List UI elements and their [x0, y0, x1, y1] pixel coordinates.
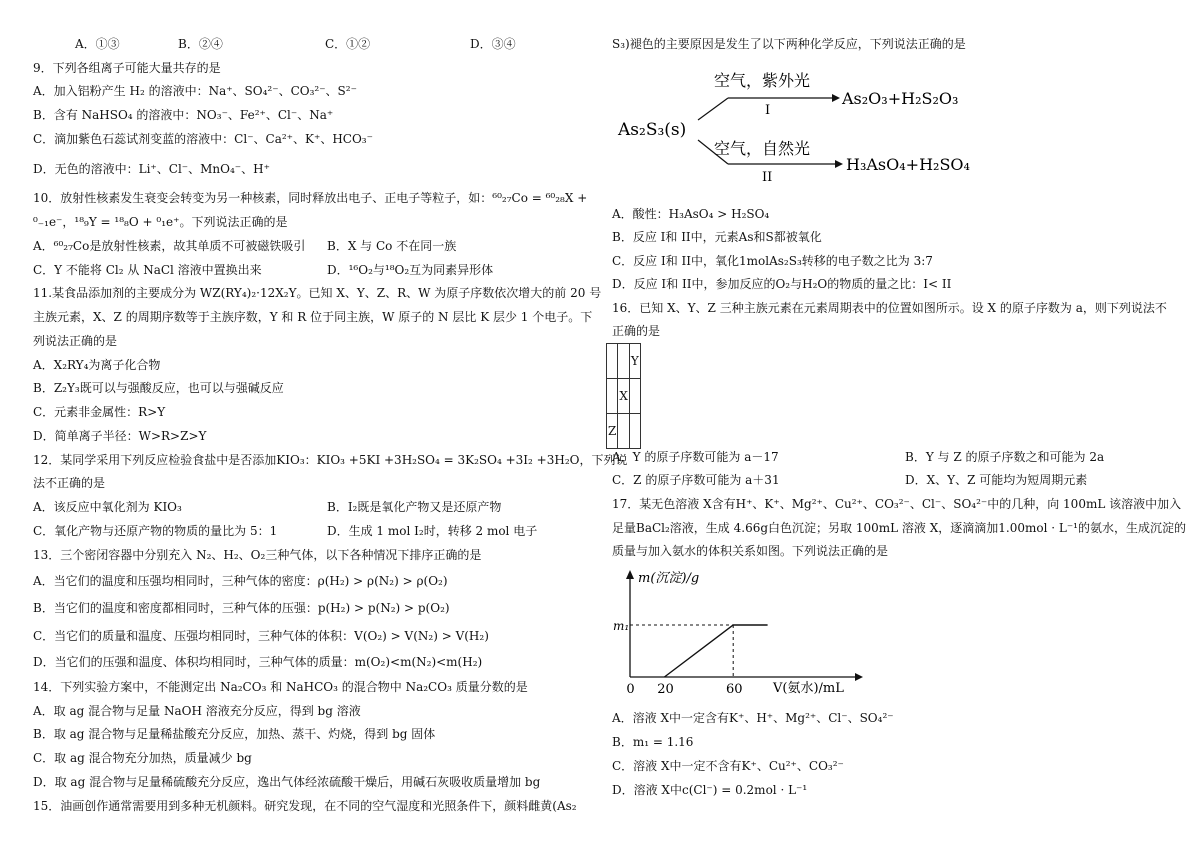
q15-option-d: D．反应 I和 II中，参加反应的O₂与H₂O的物质的量之比：I< II [612, 277, 952, 291]
q10-stem-2: ⁰₋₁e⁻，¹⁸₉Y = ¹⁸₈O + ⁰₁e⁺。下列说法正确的是 [33, 215, 288, 229]
grid-cell [607, 344, 618, 379]
q8-option-d: D．③④ [470, 37, 516, 51]
q10-option-c: C．Y 不能将 Cl₂ 从 NaCl 溶液中置换出来 [33, 263, 262, 277]
q11-stem-3: 列说法正确的是 [33, 334, 118, 348]
grid-cell [607, 379, 618, 414]
q14-option-d: D．取 ag 混合物与足量稀硫酸充分反应，逸出气体经浓硫酸干燥后，用碱石灰吸收质量增加 bg [33, 775, 541, 789]
q15-stem-2: S₃)褪色的主要原因是发生了以下两种化学反应，下列说法正确的是 [612, 37, 966, 51]
y-tick-label-m1: m₁ [613, 619, 630, 633]
q15-option-b: B．反应 I和 II中，元素As和S都被氧化 [612, 230, 822, 244]
q16-stem-1: 16．已知 X、Y、Z 三种主族元素在元素周期表中的位置如图所示。设 X 的原子序数为 a，则下列说法不 [612, 301, 1167, 315]
grid-cell-y: Y [629, 344, 640, 379]
x-tick-label: 0 [626, 682, 635, 697]
q11-option-c: C．元素非金属性：R>Y [33, 405, 166, 419]
q9-option-b: B．含有 NaHSO₄ 的溶液中：NO₃⁻、Fe²⁺、Cl⁻、Na⁺ [33, 108, 334, 122]
precipitate-chart [605, 565, 865, 700]
q14-option-b: B．取 ag 混合物与足量稀盐酸充分反应，加热、蒸干、灼烧，得到 bg 固体 [33, 727, 436, 741]
scheme-lower-condition: 空气，自然光 [714, 139, 811, 158]
q9-option-c: C．滴加紫色石蕊试剂变蓝的溶液中：Cl⁻、Ca²⁺、K⁺、HCO₃⁻ [33, 132, 373, 146]
q17-stem-2: 足量BaCl₂溶液，生成 4.66g白色沉淀；另取 100mL 溶液 X，逐滴滴加1.00mol · L⁻¹的氨水，生成沉淀的 [612, 521, 1186, 535]
q13-option-b: B．当它们的温度和密度都相同时，三种气体的压强：p(H₂) > p(N₂) > p(O₂) [33, 601, 450, 615]
q16-option-c: C．Z 的原子序数可能为 a＋31 [612, 473, 780, 487]
q10-option-a: A．⁶⁰₂₇Co是放射性核素，故其单质不可被磁铁吸引 [33, 239, 306, 253]
q9-stem: 9．下列各组离子可能大量共存的是 [33, 61, 221, 75]
q17-option-a: A．溶液 X中一定含有K⁺、H⁺、Mg²⁺、Cl⁻、SO₄²⁻ [612, 711, 894, 725]
q12-option-d: D．生成 1 mol I₂时，转移 2 mol 电子 [327, 524, 538, 538]
q9-option-a: A．加入铝粉产生 H₂ 的溶液中：Na⁺、SO₄²⁻、CO₃²⁻、S²⁻ [33, 84, 357, 98]
q16-option-d: D．X、Y、Z 可能均为短周期元素 [905, 473, 1088, 487]
q11-option-d: D．简单离子半径：W>R>Z>Y [33, 429, 207, 443]
periodic-table-fragment [606, 343, 641, 449]
q10-stem-1: 10．放射性核素发生衰变会转变为另一种核素，同时释放出电子、正电子等粒子，如：⁶⁰₂₇Co = ⁶⁰₂₈X + [33, 191, 588, 205]
grid-cell [629, 414, 640, 449]
q11-option-a: A．X₂RY₄为离子化合物 [33, 358, 161, 372]
scheme-upper-condition: 空气，紫外光 [714, 71, 811, 90]
x-axis-label: V(氨水)/mL [773, 681, 844, 696]
scheme-lower-label: II [762, 170, 773, 185]
precipitate-series-line [664, 625, 767, 677]
q11-option-b: B．Z₂Y₃既可以与强酸反应，也可以与强碱反应 [33, 381, 284, 395]
q13-stem: 13．三个密闭容器中分别充入 N₂、H₂、O₂三种气体，以下各种情况下排序正确的是 [33, 548, 482, 562]
q17-option-b: B．m₁ = 1.16 [612, 735, 694, 749]
reaction-scheme [610, 58, 990, 188]
scheme-reactant: As₂S₃(s) [618, 120, 687, 140]
q17-option-d: D．溶液 X中c(Cl⁻) = 0.2mol · L⁻¹ [612, 783, 808, 797]
q14-option-a: A．取 ag 混合物与足量 NaOH 溶液充分反应，得到 bg 溶液 [33, 704, 361, 718]
q8-option-b: B．②④ [178, 37, 223, 51]
q16-option-b: B．Y 与 Z 的原子序数之和可能为 2a [905, 450, 1105, 464]
q12-stem-2: 法不正确的是 [33, 476, 106, 490]
grid-cell-x: X [618, 379, 630, 414]
q11-stem-1: 11.某食品添加剂的主要成分为 WZ(RY₄)₂·12X₂Y。已知 X、Y、Z、R、W 为原子序数依次增大的前 20 号 [33, 286, 602, 300]
q15-stem-1: 15．油画创作通常需要用到多种无机颜料。研究发现，在不同的空气湿度和光照条件下，颜料雌黄(As₂ [33, 799, 577, 813]
q9-option-d: D．无色的溶液中：Li⁺、Cl⁻、MnO₄⁻、H⁺ [33, 162, 270, 176]
x-tick-label: 60 [726, 682, 743, 697]
grid-cell [618, 414, 630, 449]
q13-option-a: A．当它们的温度和压强均相同时，三种气体的密度：ρ(H₂) > ρ(N₂) > ρ(O₂) [33, 574, 448, 588]
y-axis-label: m(沉淀)/g [638, 571, 700, 586]
q14-option-c: C．取 ag 混合物充分加热，质量减少 bg [33, 751, 252, 765]
q17-stem-3: 质量与加入氨水的体积关系如图。下列说法正确的是 [612, 544, 889, 558]
q8-option-c: C．①② [325, 37, 371, 51]
q13-option-d: D．当它们的压强和温度、体积均相同时，三种气体的质量：m(O₂)<m(N₂)<m(H₂) [33, 655, 483, 669]
x-tick-label: 20 [657, 682, 674, 697]
scheme-upper-product: As₂O₃+H₂S₂O₃ [842, 89, 959, 108]
q12-option-a: A．该反应中氧化剂为 KIO₃ [33, 500, 182, 514]
q14-stem: 14．下列实验方案中，不能测定出 Na₂CO₃ 和 NaHCO₃ 的混合物中 Na₂CO₃ 质量分数的是 [33, 680, 528, 694]
q10-option-d: D．¹⁶O₂与¹⁸O₂互为同素异形体 [327, 263, 494, 277]
grid-cell [629, 379, 640, 414]
grid-cell [618, 344, 630, 379]
q16-option-a: A．Y 的原子序数可能为 a－17 [612, 450, 779, 464]
q15-option-a: A．酸性：H₃AsO₄ > H₂SO₄ [612, 207, 770, 221]
q16-stem-2: 正确的是 [612, 324, 661, 338]
q12-option-c: C．氧化产物与还原产物的物质的量比为 5：1 [33, 524, 278, 538]
q15-option-c: C．反应 I和 II中，氧化1molAs₂S₃转移的电子数之比为 3:7 [612, 254, 933, 268]
q13-option-c: C．当它们的质量和温度、压强均相同时，三种气体的体积：V(O₂) > V(N₂) > V(H₂) [33, 629, 489, 643]
q17-option-c: C．溶液 X中一定不含有K⁺、Cu²⁺、CO₃²⁻ [612, 759, 844, 773]
q11-stem-2: 主族元素，X、Z 的周期序数等于主族序数，Y 和 R 位于同主族，W 原子的 N 层比 K 层少 1 个电子。下 [33, 310, 593, 324]
scheme-upper-label: I [765, 103, 771, 118]
grid-cell-z: Z [607, 414, 618, 449]
q12-option-b: B．I₂既是氧化产物又是还原产物 [327, 500, 502, 514]
q8-option-a: A．①③ [75, 37, 120, 51]
q17-stem-1: 17．某无色溶液 X含有H⁺、K⁺、Mg²⁺、Cu²⁺、CO₃²⁻、Cl⁻、SO₄²⁻中的几种，向 100mL 该溶液中加入 [612, 497, 1182, 511]
q10-option-b: B．X 与 Co 不在同一族 [327, 239, 457, 253]
q12-stem-1: 12．某同学采用下列反应检验食盐中是否添加KIO₃：KIO₃ +5KI +3H₂SO₄ = 3K₂SO₄ +3I₂ +3H₂O，下列说 [33, 453, 628, 467]
scheme-lower-product: H₃AsO₄+H₂SO₄ [846, 155, 970, 174]
